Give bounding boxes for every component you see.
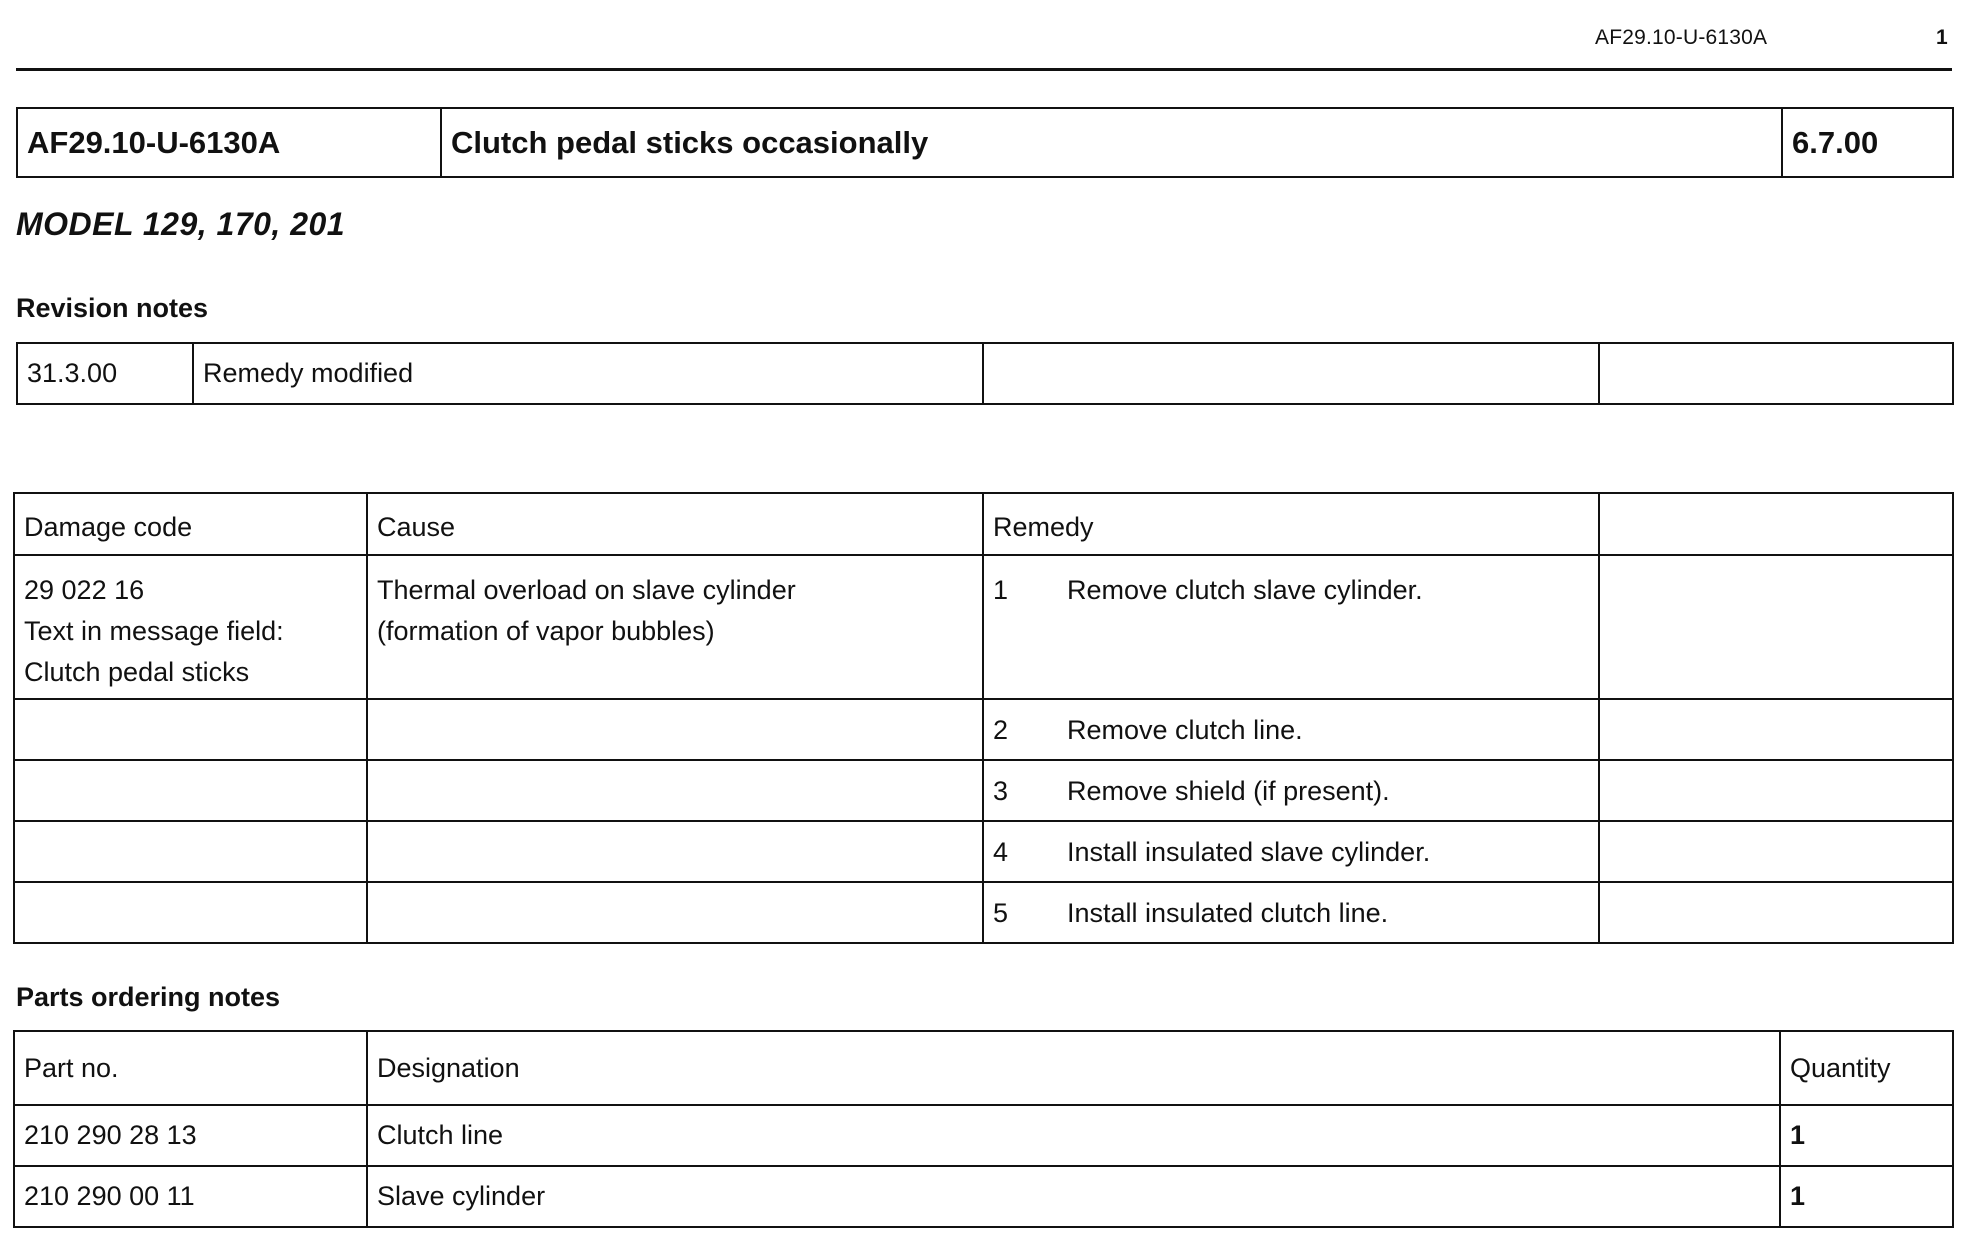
empty-cell (14, 760, 367, 821)
step-text: Install insulated clutch line. (1067, 898, 1389, 928)
step-text: Remove shield (if present). (1067, 776, 1390, 806)
step-text: Remove clutch line. (1067, 715, 1303, 745)
model-line: MODEL 129, 170, 201 (16, 206, 346, 242)
header-rule (16, 68, 1952, 71)
parts-table (13, 1030, 1954, 1228)
step-number: 5 (993, 898, 1009, 928)
header-cause: Cause (367, 493, 983, 555)
revision-table (16, 342, 1954, 405)
part-number: 210 290 28 13 (14, 1105, 367, 1166)
part-quantity: 1 (1780, 1166, 1953, 1227)
part-number: 210 290 00 11 (14, 1166, 367, 1227)
part-designation: Slave cylinder (367, 1166, 1780, 1227)
cause-line: (formation of vapor bubbles) (377, 616, 715, 646)
step-text: Remove clutch slave cylinder. (1067, 575, 1423, 605)
running-header-ref: AF29.10-U-6130A (1595, 26, 1768, 49)
part-quantity: 1 (1780, 1105, 1953, 1166)
remedy-step (983, 882, 1599, 943)
empty-cell (367, 760, 983, 821)
remedy-step (983, 760, 1599, 821)
damage-code-value: 29 022 16 (24, 575, 145, 605)
empty-cell (367, 821, 983, 882)
header-damage-code: Damage code (14, 493, 367, 555)
parts-ordering-label: Parts ordering notes (16, 982, 281, 1012)
step-number: 1 (993, 575, 1009, 605)
header-remedy: Remedy (983, 493, 1599, 555)
empty-cell (367, 699, 983, 760)
table-row (14, 1105, 1953, 1166)
empty-cell (1599, 760, 1953, 821)
cause-line: Thermal overload on slave cylinder (377, 575, 796, 605)
step-number: 4 (993, 837, 1009, 867)
header-empty-cell (1599, 493, 1953, 555)
revision-date: 31.3.00 (17, 343, 193, 404)
page-number: 1 (1936, 26, 1948, 49)
damage-code-cell (14, 555, 367, 699)
document-subject: Clutch pedal sticks occasionally (441, 108, 1782, 177)
header-part-no: Part no. (14, 1031, 367, 1105)
document-date: 6.7.00 (1782, 108, 1953, 177)
empty-cell (1599, 699, 1953, 760)
empty-cell (14, 699, 367, 760)
step-number: 3 (993, 776, 1009, 806)
part-designation: Clutch line (367, 1105, 1780, 1166)
empty-cell (1599, 882, 1953, 943)
revision-empty-cell (983, 343, 1599, 404)
message-field-text: Clutch pedal sticks (24, 657, 250, 687)
title-table (16, 107, 1954, 178)
empty-cell (14, 882, 367, 943)
empty-cell (1599, 555, 1953, 699)
table-row (14, 1166, 1953, 1227)
header-designation: Designation (367, 1031, 1780, 1105)
document-code: AF29.10-U-6130A (17, 108, 441, 177)
step-text: Install insulated slave cylinder. (1067, 837, 1431, 867)
empty-cell (14, 821, 367, 882)
revision-notes-label: Revision notes (16, 293, 209, 323)
empty-cell (367, 882, 983, 943)
remedy-step (983, 821, 1599, 882)
cause-cell (367, 555, 983, 699)
step-number: 2 (993, 715, 1009, 745)
header-quantity: Quantity (1780, 1031, 1953, 1105)
remedy-step (983, 555, 1599, 699)
message-field-label: Text in message field: (24, 616, 284, 646)
damage-remedy-table (13, 492, 1954, 944)
revision-note: Remedy modified (193, 343, 983, 404)
empty-cell (1599, 821, 1953, 882)
revision-empty-cell (1599, 343, 1953, 404)
remedy-step (983, 699, 1599, 760)
